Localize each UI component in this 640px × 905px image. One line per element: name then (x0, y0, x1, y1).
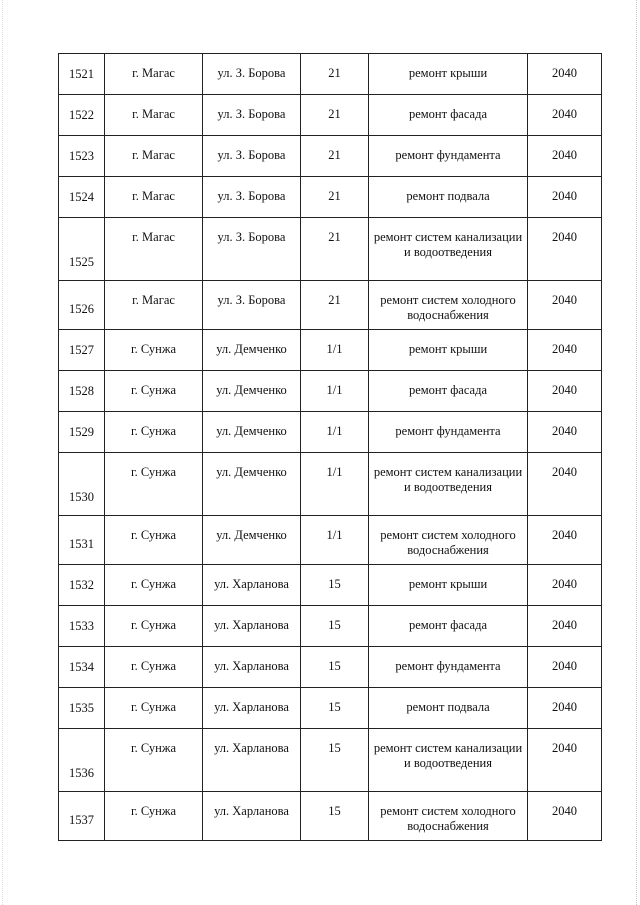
street-cell: ул. З. Борова (203, 218, 301, 281)
row-number: 1526 (59, 281, 105, 330)
street-cell: ул. З. Борова (203, 136, 301, 177)
table-row (59, 95, 602, 136)
table-row (59, 565, 602, 606)
row-number: 1528 (59, 371, 105, 412)
work-type-cell: ремонт фасада (369, 606, 528, 647)
table-row (59, 729, 602, 792)
year-cell: 2040 (528, 565, 602, 606)
work-type-cell: ремонт крыши (369, 330, 528, 371)
work-type-cell: ремонт подвала (369, 688, 528, 729)
city-cell: г. Магас (105, 218, 203, 281)
work-type-cell: ремонт систем канализации и водоотведения (369, 218, 528, 281)
year-cell: 2040 (528, 647, 602, 688)
city-cell: г. Сунжа (105, 647, 203, 688)
row-number: 1521 (59, 54, 105, 95)
row-number: 1530 (59, 453, 105, 516)
house-cell: 21 (301, 218, 369, 281)
table-row (59, 330, 602, 371)
table-row (59, 412, 602, 453)
year-cell: 2040 (528, 792, 602, 841)
year-cell: 2040 (528, 412, 602, 453)
city-cell: г. Сунжа (105, 729, 203, 792)
street-cell: ул. З. Борова (203, 95, 301, 136)
city-cell: г. Сунжа (105, 688, 203, 729)
table-row (59, 136, 602, 177)
row-number: 1535 (59, 688, 105, 729)
street-cell: ул. Демченко (203, 516, 301, 565)
year-cell: 2040 (528, 95, 602, 136)
house-cell: 1/1 (301, 371, 369, 412)
row-number: 1527 (59, 330, 105, 371)
year-cell: 2040 (528, 218, 602, 281)
year-cell: 2040 (528, 516, 602, 565)
house-cell: 15 (301, 606, 369, 647)
city-cell: г. Магас (105, 136, 203, 177)
house-cell: 21 (301, 281, 369, 330)
street-cell: ул. З. Борова (203, 177, 301, 218)
street-cell: ул. Харланова (203, 792, 301, 841)
house-cell: 21 (301, 177, 369, 218)
city-cell: г. Магас (105, 281, 203, 330)
year-cell: 2040 (528, 453, 602, 516)
work-type-cell: ремонт крыши (369, 565, 528, 606)
city-cell: г. Сунжа (105, 453, 203, 516)
row-number: 1524 (59, 177, 105, 218)
work-type-cell: ремонт подвала (369, 177, 528, 218)
year-cell: 2040 (528, 177, 602, 218)
street-cell: ул. Харланова (203, 565, 301, 606)
street-cell: ул. Демченко (203, 412, 301, 453)
city-cell: г. Сунжа (105, 565, 203, 606)
table-row (59, 647, 602, 688)
table-row (59, 516, 602, 565)
house-cell: 1/1 (301, 453, 369, 516)
street-cell: ул. Демченко (203, 371, 301, 412)
row-number: 1525 (59, 218, 105, 281)
work-type-cell: ремонт систем холодного водоснабжения (369, 516, 528, 565)
street-cell: ул. Харланова (203, 647, 301, 688)
table-row (59, 371, 602, 412)
city-cell: г. Магас (105, 54, 203, 95)
street-cell: ул. Демченко (203, 453, 301, 516)
house-cell: 15 (301, 729, 369, 792)
house-cell: 1/1 (301, 330, 369, 371)
row-number: 1529 (59, 412, 105, 453)
year-cell: 2040 (528, 136, 602, 177)
table-row (59, 281, 602, 330)
repair-schedule-table (58, 53, 602, 841)
scan-edge-right (635, 0, 637, 905)
work-type-cell: ремонт фасада (369, 371, 528, 412)
city-cell: г. Сунжа (105, 792, 203, 841)
row-number: 1533 (59, 606, 105, 647)
street-cell: ул. З. Борова (203, 54, 301, 95)
work-type-cell: ремонт фундамента (369, 412, 528, 453)
house-cell: 1/1 (301, 516, 369, 565)
table-row (59, 453, 602, 516)
street-cell: ул. Харланова (203, 688, 301, 729)
street-cell: ул. З. Борова (203, 281, 301, 330)
table-row (59, 688, 602, 729)
house-cell: 15 (301, 565, 369, 606)
work-type-cell: ремонт крыши (369, 54, 528, 95)
row-number: 1532 (59, 565, 105, 606)
house-cell: 15 (301, 688, 369, 729)
work-type-cell: ремонт систем холодного водоснабжения (369, 281, 528, 330)
house-cell: 15 (301, 647, 369, 688)
row-number: 1537 (59, 792, 105, 841)
house-cell: 21 (301, 95, 369, 136)
street-cell: ул. Харланова (203, 606, 301, 647)
street-cell: ул. Демченко (203, 330, 301, 371)
work-type-cell: ремонт фундамента (369, 136, 528, 177)
year-cell: 2040 (528, 54, 602, 95)
table-row (59, 54, 602, 95)
year-cell: 2040 (528, 729, 602, 792)
city-cell: г. Сунжа (105, 330, 203, 371)
work-type-cell: ремонт систем канализации и водоотведения (369, 729, 528, 792)
scan-edge-left (2, 0, 4, 905)
table-row (59, 606, 602, 647)
table-row (59, 177, 602, 218)
work-type-cell: ремонт систем канализации и водоотведения (369, 453, 528, 516)
year-cell: 2040 (528, 688, 602, 729)
street-cell: ул. Харланова (203, 729, 301, 792)
house-cell: 1/1 (301, 412, 369, 453)
row-number: 1534 (59, 647, 105, 688)
table-body (59, 54, 602, 841)
year-cell: 2040 (528, 330, 602, 371)
year-cell: 2040 (528, 606, 602, 647)
table-row (59, 218, 602, 281)
city-cell: г. Сунжа (105, 606, 203, 647)
row-number: 1523 (59, 136, 105, 177)
house-cell: 21 (301, 54, 369, 95)
row-number: 1536 (59, 729, 105, 792)
work-type-cell: ремонт фундамента (369, 647, 528, 688)
city-cell: г. Сунжа (105, 516, 203, 565)
work-type-cell: ремонт фасада (369, 95, 528, 136)
house-cell: 15 (301, 792, 369, 841)
row-number: 1531 (59, 516, 105, 565)
table-row (59, 792, 602, 841)
city-cell: г. Сунжа (105, 412, 203, 453)
work-type-cell: ремонт систем холодного водоснабжения (369, 792, 528, 841)
house-cell: 21 (301, 136, 369, 177)
year-cell: 2040 (528, 281, 602, 330)
city-cell: г. Магас (105, 177, 203, 218)
row-number: 1522 (59, 95, 105, 136)
city-cell: г. Сунжа (105, 371, 203, 412)
city-cell: г. Магас (105, 95, 203, 136)
year-cell: 2040 (528, 371, 602, 412)
